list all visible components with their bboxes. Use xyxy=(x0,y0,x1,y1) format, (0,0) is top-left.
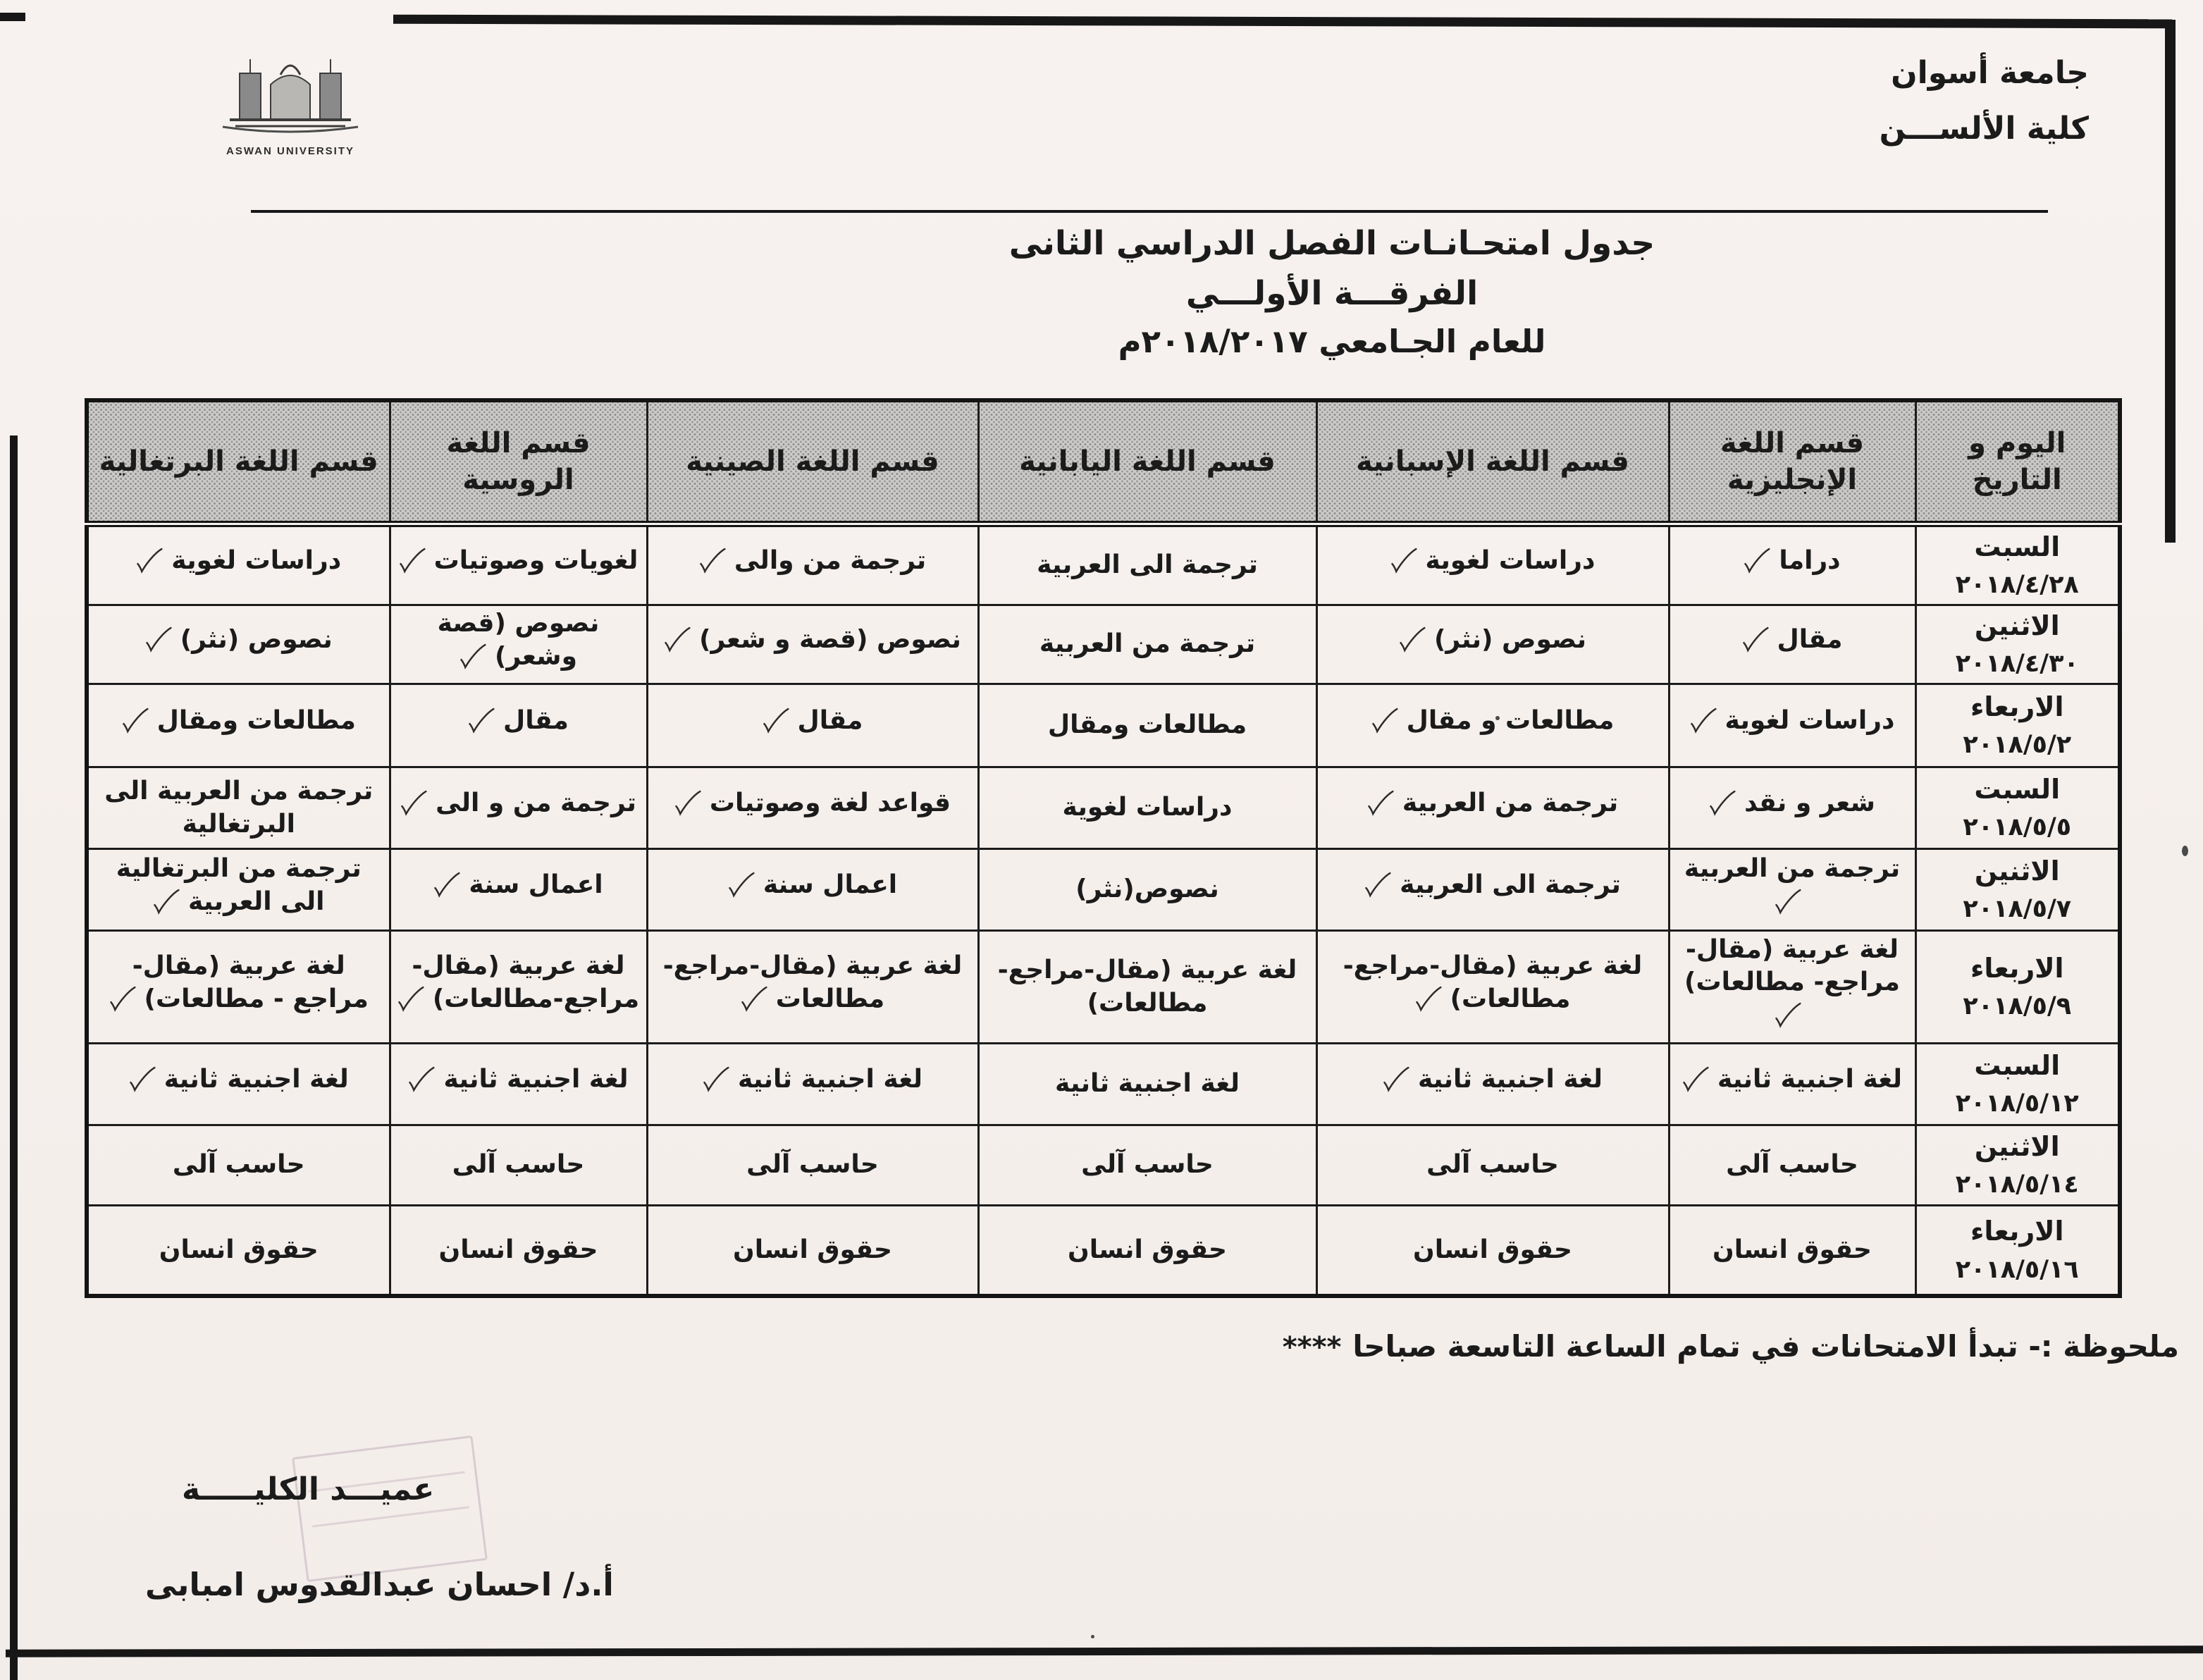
handwritten-checkmark xyxy=(408,1065,433,1104)
handwritten-checkmark xyxy=(1709,789,1734,828)
exam-subject-text: لغة عربية (مقال-مراجع- مطالعات xyxy=(662,951,963,1013)
exam-subject-text: لغة اجنبية ثانية xyxy=(1417,1065,1603,1094)
exam-subject-text: ترجمة من و الى xyxy=(436,789,636,818)
exam-subject-text: دراسات لغوية xyxy=(1724,706,1895,736)
exam-subject-text: ترجمة الى العربية xyxy=(1037,550,1258,580)
exam-subject-text: مقال xyxy=(797,706,863,736)
exam-subject-cell xyxy=(1669,1206,1915,1296)
exam-subject-text: حاسب آلى xyxy=(1726,1150,1858,1180)
exam-subject-text: ترجمة الى العربية xyxy=(1400,870,1621,900)
scan-edge-top-line xyxy=(393,15,2172,29)
exam-subject-text: مطالعات ومقال xyxy=(1047,710,1247,740)
exam-subject-text: اعمال سنة xyxy=(469,870,603,900)
exam-subject-cell xyxy=(647,524,978,605)
date-label: ٢٠١٨/٥/١٤ xyxy=(1955,1171,2079,1199)
header-russian: قسم اللغة الروسية xyxy=(390,400,647,524)
exam-subject-text: مطالعات ومقال xyxy=(156,706,356,736)
handwritten-checkmark xyxy=(1371,706,1397,746)
exam-subject-cell xyxy=(1316,767,1669,849)
faint-stamp xyxy=(292,1435,488,1582)
scan-speck xyxy=(1091,1635,1094,1638)
handwritten-checkmark xyxy=(664,625,689,665)
handwritten-checkmark xyxy=(1390,546,1416,586)
handwritten-checkmark xyxy=(1742,625,1767,665)
exam-subject-cell xyxy=(978,767,1316,849)
exam-subject-cell xyxy=(1316,1044,1669,1125)
handwritten-checkmark xyxy=(1364,870,1390,910)
exam-subject-text: حاسب آلى xyxy=(746,1150,879,1180)
day-date-cell xyxy=(1915,1044,2120,1125)
day-label: الاثنين xyxy=(1974,1130,2060,1162)
handwritten-checkmark xyxy=(468,706,493,746)
title-exam-schedule: جدول امتحـانـات الفصل الدراسي الثانى xyxy=(1008,224,1655,263)
exam-subject-text: حاسب آلى xyxy=(172,1150,305,1180)
handwritten-checkmark xyxy=(1775,887,1800,927)
footer-note-stars: **** xyxy=(1282,1331,1342,1364)
exam-subject-text: حقوق انسان xyxy=(1068,1235,1227,1264)
day-date-cell xyxy=(1915,1125,2120,1206)
handwritten-checkmark xyxy=(397,984,423,1024)
exam-subject-cell xyxy=(1316,524,1669,605)
exam-subject-cell xyxy=(390,1206,647,1296)
exam-subject-cell xyxy=(390,767,647,849)
exam-subject-text: حاسب آلى xyxy=(1081,1150,1214,1180)
table-row xyxy=(87,1125,2120,1206)
handwritten-checkmark xyxy=(136,546,161,586)
university-logo-emblem xyxy=(213,41,368,147)
exam-subject-cell xyxy=(390,605,647,684)
date-label: ٢٠١٨/٥/١٦ xyxy=(1955,1255,2079,1284)
title-year-group: الفرقـــة الأولـــي xyxy=(1185,274,1479,313)
exam-subject-text: حقوق انسان xyxy=(159,1235,319,1264)
date-label: ٢٠١٨/٥/٩ xyxy=(1963,992,2072,1021)
exam-subject-text: دراما xyxy=(1779,546,1841,576)
exam-subject-cell xyxy=(978,1206,1316,1296)
exam-subject-text: حقوق انسان xyxy=(733,1235,892,1264)
handwritten-checkmark xyxy=(153,887,178,927)
exam-subject-cell xyxy=(1669,605,1915,684)
header-japanese: قسم اللغة اليابانية xyxy=(978,400,1316,524)
day-date-cell xyxy=(1915,931,2120,1044)
day-label: الاربعاء xyxy=(1970,1216,2064,1247)
handwritten-checkmark xyxy=(129,1065,154,1104)
day-date-cell xyxy=(1915,1206,2120,1296)
exam-subject-text: مقال xyxy=(1777,625,1843,655)
handwritten-checkmark xyxy=(433,870,459,910)
scan-edge-top-left-mark xyxy=(0,13,25,21)
exam-subject-text: دراسات لغوية xyxy=(1062,793,1233,822)
exam-subject-text: قواعد لغة وصوتيات xyxy=(709,789,951,818)
handwritten-checkmark xyxy=(1383,1065,1408,1104)
exam-subject-cell xyxy=(1316,684,1669,767)
exam-subject-text: حقوق انسان xyxy=(438,1235,598,1264)
handwritten-checkmark xyxy=(1415,984,1440,1024)
table-row xyxy=(87,931,2120,1044)
exam-schedule-table xyxy=(85,398,2122,1298)
day-label: الاربعاء xyxy=(1970,952,2064,984)
table-row xyxy=(87,767,2120,849)
signature-title: عميـــد الكليـــــة xyxy=(182,1471,435,1507)
exam-subject-text: لغة عربية (مقال- مراجع- مطالعات) xyxy=(1684,935,1900,997)
exam-subject-cell xyxy=(647,931,978,1044)
exam-subject-text: لغة عربية (مقال-مراجع - مطالعات) xyxy=(132,951,369,1013)
exam-subject-cell xyxy=(390,684,647,767)
signature-name: أ.د/ احسان عبدالقدوس امبابى xyxy=(145,1566,614,1603)
exam-subject-text: لغة اجنبية ثانية xyxy=(163,1065,349,1094)
header-chinese: قسم اللغة الصينية xyxy=(647,400,978,524)
exam-subject-text: اعمال سنة xyxy=(763,870,898,900)
university-logo xyxy=(206,41,375,175)
document-title-block xyxy=(867,224,1797,360)
date-label: ٢٠١٨/٤/٣٠ xyxy=(1955,650,2079,679)
handwritten-checkmark xyxy=(122,706,147,746)
exam-subject-text: ترجمة من العربية الى البرتغالية xyxy=(104,777,374,839)
date-label: ٢٠١٨/٥/١٢ xyxy=(1955,1089,2079,1118)
exam-subject-cell xyxy=(87,605,390,684)
handwritten-checkmark xyxy=(1682,1065,1708,1104)
day-label: الاثنين xyxy=(1974,610,2060,641)
handwritten-checkmark xyxy=(1744,546,1769,586)
exam-subject-cell xyxy=(87,1044,390,1125)
table-row xyxy=(87,1044,2120,1125)
title-academic-year: للعام الجـامعي ٢٠١٨/٢٠١٧م xyxy=(1118,323,1546,360)
faculty-name: كلية الألســـن xyxy=(1879,111,2089,147)
handwritten-checkmark xyxy=(399,546,424,586)
handwritten-checkmark xyxy=(1690,706,1715,746)
exam-subject-text: ترجمة من البرتغالية الى العربية xyxy=(116,854,362,916)
exam-subject-cell xyxy=(978,1044,1316,1125)
exam-subject-cell xyxy=(647,605,978,684)
handwritten-checkmark xyxy=(728,870,753,910)
exam-subject-text: لغة عربية (مقال-مراجع- مطالعات) xyxy=(997,956,1297,1018)
exam-subject-text: ترجمة من العربية xyxy=(1684,854,1901,884)
day-date-cell xyxy=(1915,767,2120,849)
exam-subject-cell xyxy=(1316,931,1669,1044)
university-name: جامعة أسوان xyxy=(1891,55,2089,91)
exam-subject-cell xyxy=(390,1125,647,1206)
exam-subject-cell xyxy=(87,684,390,767)
exam-subject-cell xyxy=(1669,1125,1915,1206)
table-row xyxy=(87,684,2120,767)
exam-subject-cell xyxy=(647,849,978,931)
day-date-cell xyxy=(1915,524,2120,605)
letterhead-divider xyxy=(251,210,2048,213)
day-label: السبت xyxy=(1974,773,2061,805)
exam-subject-cell xyxy=(87,931,390,1044)
handwritten-checkmark xyxy=(763,706,788,746)
date-label: ٢٠١٨/٤/٢٨ xyxy=(1955,571,2079,600)
exam-subject-text: نصوص (قصة وشعر) xyxy=(437,609,600,671)
day-date-cell xyxy=(1915,684,2120,767)
exam-subject-text: دراسات لغوية xyxy=(1425,546,1596,576)
exam-subject-text: مقال xyxy=(503,706,569,736)
exam-subject-text: لغة عربية (مقال- مراجع-مطالعات) xyxy=(412,951,640,1013)
handwritten-checkmark xyxy=(1399,625,1424,665)
exam-subject-cell xyxy=(978,1125,1316,1206)
exam-subject-text: مطالعات و مقال xyxy=(1406,706,1615,736)
exam-subject-cell xyxy=(1316,605,1669,684)
exam-subject-text: لغة اجنبية ثانية xyxy=(1054,1069,1240,1099)
scan-edge-left-line xyxy=(10,436,18,1680)
exam-subject-cell xyxy=(647,1044,978,1125)
exam-table-body xyxy=(87,524,2120,1296)
exam-subject-cell xyxy=(87,849,390,931)
exam-subject-text: لغويات وصوتيات xyxy=(433,546,638,576)
exam-subject-text: ترجمة من والى xyxy=(734,546,927,576)
letterhead xyxy=(1880,45,2089,156)
exam-subject-cell xyxy=(390,931,647,1044)
header-spanish: قسم اللغة الإسبانية xyxy=(1316,400,1669,524)
exam-subject-text: نصوص (نثر) xyxy=(180,625,333,655)
exam-subject-text: نصوص(نثر) xyxy=(1075,875,1219,904)
handwritten-checkmark xyxy=(400,789,426,828)
exam-subject-cell xyxy=(647,684,978,767)
handwritten-checkmark xyxy=(674,789,700,828)
exam-subject-text: حقوق انسان xyxy=(1713,1235,1872,1264)
date-label: ٢٠١٨/٥/٧ xyxy=(1963,895,2072,924)
exam-subject-cell xyxy=(390,524,647,605)
header-portuguese: قسم اللغة البرتغالية xyxy=(87,400,390,524)
scan-edge-right-line xyxy=(2165,20,2176,543)
exam-subject-cell xyxy=(978,605,1316,684)
footer-note-text: ملحوظة :- تبدأ الامتحانات في تمام الساعة التاسعة صباحا xyxy=(1352,1329,2179,1364)
day-label: السبت xyxy=(1974,531,2061,562)
day-date-cell xyxy=(1915,849,2120,931)
exam-subject-cell xyxy=(1316,849,1669,931)
exam-subject-text: لغة عربية (مقال-مراجع- مطالعات) xyxy=(1343,951,1643,1013)
handwritten-checkmark xyxy=(1775,1001,1800,1040)
header-english: قسم اللغة الإنجليزية xyxy=(1669,400,1915,524)
header-day-date: اليوم و التاريخ xyxy=(1915,400,2120,524)
exam-subject-text: ترجمة من العربية xyxy=(1039,629,1256,659)
scan-speck xyxy=(2182,846,2188,856)
exam-subject-text: حاسب آلى xyxy=(1426,1150,1559,1180)
handwritten-checkmark xyxy=(109,984,135,1024)
exam-subject-cell xyxy=(87,767,390,849)
exam-subject-cell xyxy=(87,524,390,605)
exam-subject-cell xyxy=(978,524,1316,605)
exam-subject-cell xyxy=(390,849,647,931)
exam-subject-cell xyxy=(978,849,1316,931)
day-date-cell xyxy=(1915,605,2120,684)
exam-subject-cell xyxy=(1316,1125,1669,1206)
exam-subject-cell xyxy=(1669,684,1915,767)
exam-subject-text: نصوص (نثر) xyxy=(1433,625,1587,655)
table-row xyxy=(87,1206,2120,1296)
footer-note xyxy=(1283,1329,2179,1364)
exam-subject-cell xyxy=(1316,1206,1669,1296)
exam-subject-cell xyxy=(647,1125,978,1206)
exam-subject-text: نصوص (قصة و شعر) xyxy=(699,625,961,655)
exam-subject-text: ترجمة من العربية xyxy=(1402,789,1619,818)
table-row xyxy=(87,849,2120,931)
exam-subject-cell xyxy=(647,1206,978,1296)
scan-edge-bottom-line xyxy=(6,1645,2203,1657)
exam-subject-text: لغة اجنبية ثانية xyxy=(737,1065,923,1094)
handwritten-checkmark xyxy=(145,625,171,665)
exam-subject-cell xyxy=(1669,524,1915,605)
exam-subject-cell xyxy=(647,767,978,849)
exam-subject-text: حقوق انسان xyxy=(1413,1235,1572,1264)
table-row xyxy=(87,605,2120,684)
handwritten-checkmark xyxy=(1367,789,1393,828)
handwritten-checkmark xyxy=(459,642,485,681)
day-label: السبت xyxy=(1974,1049,2061,1081)
date-label: ٢٠١٨/٥/٥ xyxy=(1963,813,2072,842)
exam-subject-cell xyxy=(1669,767,1915,849)
handwritten-checkmark xyxy=(703,1065,728,1104)
exam-subject-cell xyxy=(390,1044,647,1125)
exam-subject-cell xyxy=(978,684,1316,767)
handwritten-checkmark xyxy=(699,546,724,586)
exam-subject-text: لغة اجنبية ثانية xyxy=(1717,1065,1903,1094)
day-label: الاربعاء xyxy=(1970,691,2064,722)
exam-subject-text: شعر و نقد xyxy=(1744,789,1875,818)
handwritten-checkmark xyxy=(741,984,766,1024)
date-label: ٢٠١٨/٥/٢ xyxy=(1963,731,2072,760)
exam-subject-cell xyxy=(87,1125,390,1206)
university-logo-caption: ASWAN UNIVERSITY xyxy=(226,145,354,157)
exam-subject-text: حاسب آلى xyxy=(452,1150,585,1180)
exam-subject-text: دراسات لغوية xyxy=(171,546,342,576)
table-row xyxy=(87,524,2120,605)
stamp-line xyxy=(312,1506,469,1527)
exam-subject-cell xyxy=(1669,1044,1915,1125)
exam-subject-cell xyxy=(87,1206,390,1296)
exam-subject-cell xyxy=(1669,849,1915,931)
exam-subject-cell xyxy=(1669,931,1915,1044)
exam-subject-cell xyxy=(978,931,1316,1044)
exam-subject-text: لغة اجنبية ثانية xyxy=(443,1065,629,1094)
day-label: الاثنين xyxy=(1974,855,2060,887)
table-header-row xyxy=(87,400,2120,524)
